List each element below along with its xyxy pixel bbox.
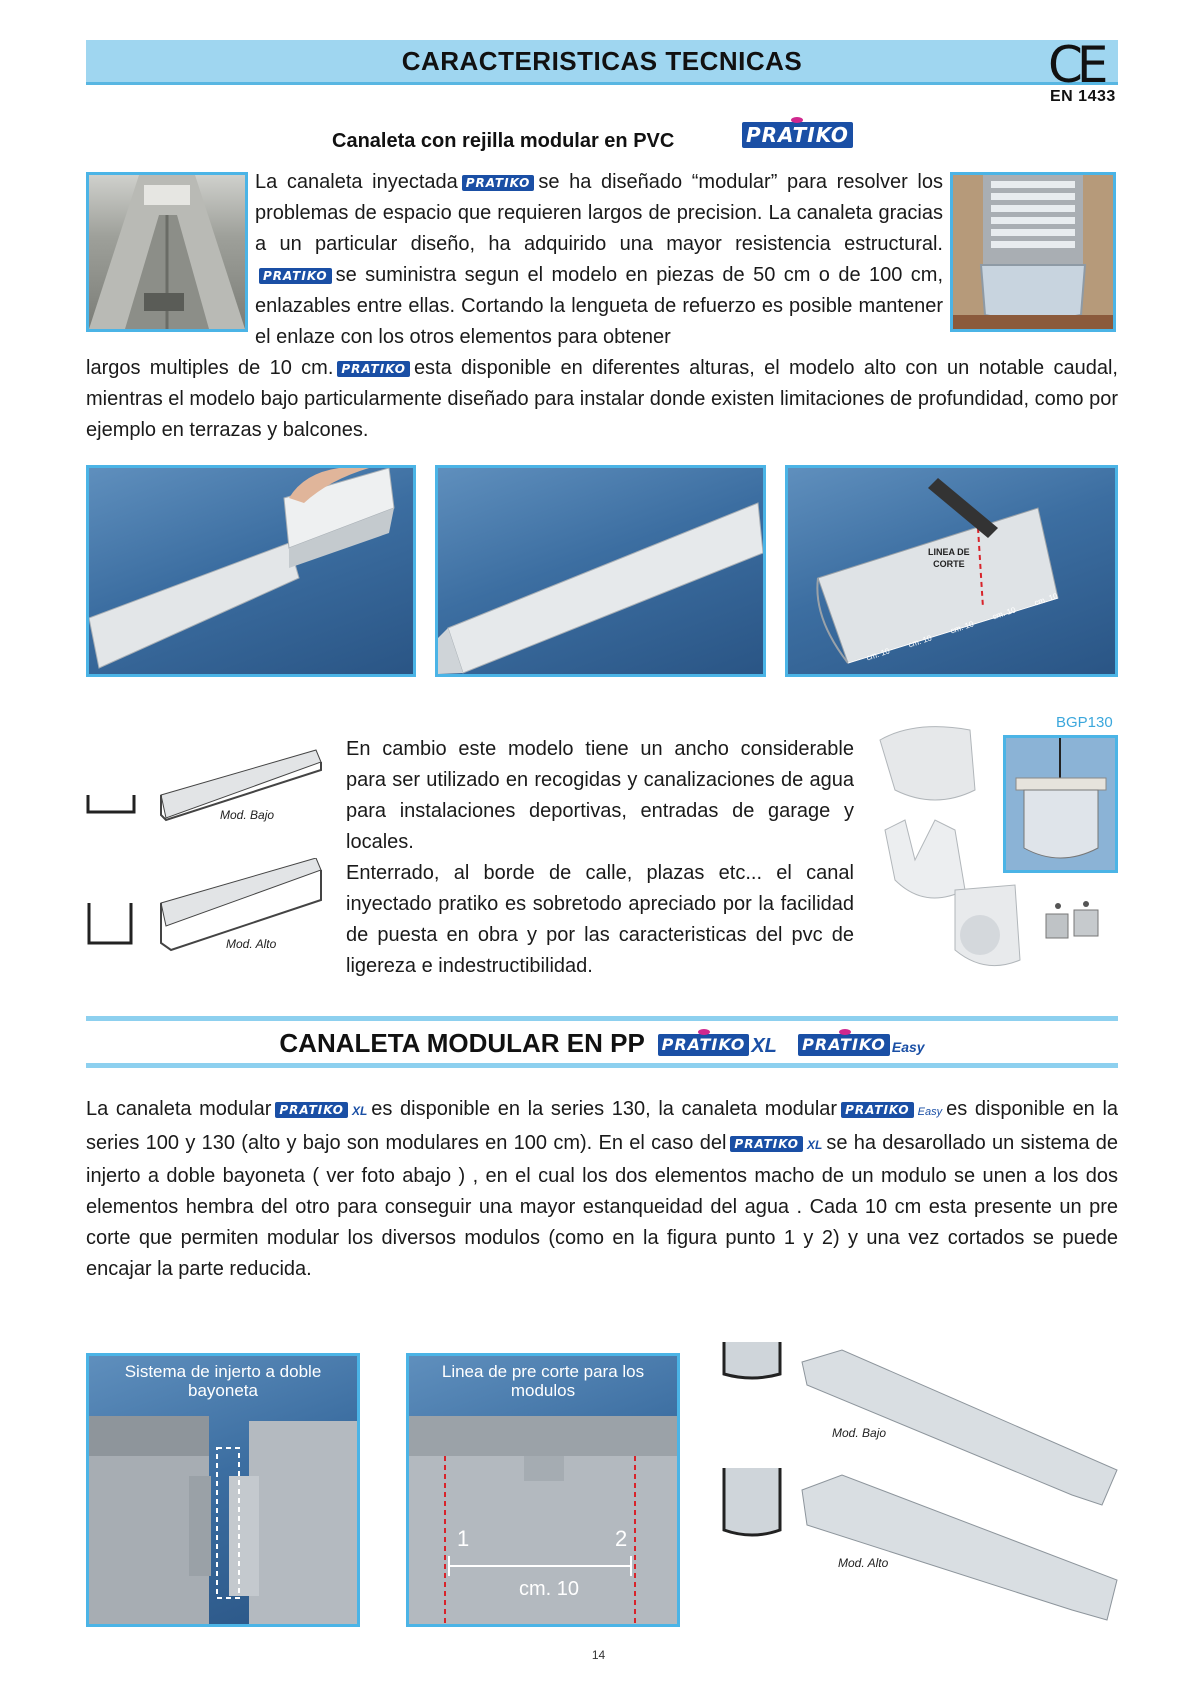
logo-text: PRATIKO xyxy=(263,268,328,283)
cut-line-label: LINEA DE CORTE xyxy=(928,547,970,569)
section2-bottom-rule xyxy=(86,1063,1118,1068)
logo-dot-icon xyxy=(791,117,803,123)
section1-subtitle: Canaleta con rejilla modular en PVC xyxy=(332,130,675,152)
s2-text-b: es disponible en la series 130, la canaleta modular xyxy=(371,1098,838,1120)
intro-text-b: se ha diseñado “modular” para resolver los problemas de espacio que requieren largos de precision. La canaleta gracias a un particular diseño, ha adquirido una mayor resistencia estructural. xyxy=(255,171,943,255)
xl-suffix: XL xyxy=(751,1035,777,1057)
page-title: CARACTERISTICAS TECNICAS xyxy=(401,46,803,76)
pratiko-easy-inline-logo xyxy=(841,1102,914,1118)
pratiko-inline-logo xyxy=(462,175,535,191)
intro-text-a: La canaleta inyectada xyxy=(255,171,458,193)
precut-caption: Linea de pre corte para los modulos xyxy=(441,1362,645,1400)
mod-alto-drawing xyxy=(86,858,326,958)
intro-text-d: largos multiples de 10 cm. xyxy=(86,357,334,379)
point-2-label: 2 xyxy=(615,1526,628,1551)
pratiko-logo xyxy=(742,122,853,148)
bayonet-caption: Sistema de injerto a doble bayoneta xyxy=(124,1362,322,1400)
logo-text: PRATIKO xyxy=(661,1035,746,1055)
logo-text: PRATIKO xyxy=(341,361,406,376)
wide-model-paragraph xyxy=(346,734,854,982)
mod-bajo-label: Mod. Bajo xyxy=(220,808,275,822)
measure-label: cm. 10 xyxy=(519,1578,580,1600)
pp-mod-alto-label: Mod. Alto xyxy=(838,1556,889,1570)
grate-image xyxy=(953,175,1113,329)
bgp130-image xyxy=(1006,738,1115,870)
mod-alto-label: Mod. Alto xyxy=(226,937,277,951)
cut-line-image xyxy=(788,468,1115,674)
pp-models-drawing xyxy=(722,1340,1122,1630)
ce-mark: CE xyxy=(1048,36,1103,94)
channel-long-image xyxy=(438,468,763,674)
logo-text: PRATIKO xyxy=(845,1102,910,1117)
intro-paragraph xyxy=(255,167,943,353)
pratiko-xl-inline-logo xyxy=(730,1136,803,1152)
tunnel-photo xyxy=(86,172,248,332)
logo-text: PRATIKO xyxy=(802,1035,886,1055)
buried-channel-text: Enterrado, al borde de calle, plazas etc... el canal inyectado pratiko es sobretodo apreciado por la facilidad de puesta en obra y por las caracteristicas del pvc de ligereza e indestructibilidad. xyxy=(346,862,854,977)
xl-suffix: XL xyxy=(351,1104,368,1118)
section2-header xyxy=(86,1016,1118,1068)
logo-text: PRATIKO xyxy=(279,1102,344,1117)
easy-suffix: Easy xyxy=(917,1106,943,1118)
logo-dot-icon xyxy=(839,1029,851,1035)
clips-drawing xyxy=(1044,898,1104,942)
channel-long-photo xyxy=(435,465,766,677)
pratiko-inline-logo xyxy=(259,268,332,284)
point-1-label: 1 xyxy=(457,1526,470,1551)
section2-title-text: CANALETA MODULAR EN PP xyxy=(279,1028,645,1058)
grate-photo xyxy=(950,172,1116,332)
pratiko-xl-inline-logo xyxy=(275,1102,348,1118)
pratiko-easy-logo xyxy=(798,1034,890,1056)
precut-photo xyxy=(406,1353,680,1627)
s2-text-c: es disponible en la series 100 y 130 (alto y bajo son modulares en 100 cm). En el caso del xyxy=(86,1098,1119,1154)
logo-text: PRATIKO xyxy=(465,175,531,190)
pratiko-xl-logo xyxy=(658,1034,750,1056)
intro-paragraph-cont xyxy=(86,353,1118,446)
channel-assembly-photo xyxy=(86,465,416,677)
section2-title xyxy=(86,1028,1118,1059)
easy-suffix: Easy xyxy=(891,1039,925,1055)
bayonet-photo xyxy=(86,1353,360,1627)
xl-suffix: XL xyxy=(806,1138,823,1152)
norm-label: EN 1433 xyxy=(1050,88,1116,105)
wide-model-text: En cambio este modelo tiene un ancho considerable para ser utilizado en recogidas y canalizaciones de agua para instalaciones deportivas, entradas de garage y locales. xyxy=(346,738,854,853)
section2-top-rule xyxy=(86,1016,1118,1021)
cut-line-photo xyxy=(785,465,1118,677)
tick-label: cm. 10 xyxy=(991,605,1017,622)
tick-label: cm. 10 xyxy=(949,619,975,636)
section2-paragraph xyxy=(86,1094,1118,1285)
bayonet-image xyxy=(89,1356,357,1624)
header-banner xyxy=(86,40,1118,85)
tick-label: cm. 10 xyxy=(907,633,933,650)
tunnel-image xyxy=(89,175,245,329)
tick-label: cm. 10 xyxy=(865,646,891,663)
intro-text-e: esta disponible en diferentes alturas, el modelo alto con un notable caudal, mientras el modelo bajo particularmente diseñado para instalar donde existen limitaciones de profundidad, como por ejemplo en terrazas y balcones. xyxy=(86,357,1118,441)
pp-mod-bajo-label: Mod. Bajo xyxy=(832,1426,887,1440)
logo-text: PRATIKO xyxy=(746,123,849,147)
pratiko-inline-logo xyxy=(337,361,410,377)
bgp130-photo xyxy=(1003,735,1118,873)
bgp130-label: BGP130 xyxy=(1056,714,1113,731)
logo-text: PRATIKO xyxy=(734,1136,799,1151)
s2-text-d: se ha desarollado un sistema de injerto a doble bayoneta ( ver foto abajo ) , en el cual los dos elementos macho de un modulo se unen a los dos elementos hembra del otro para conseguir una mayor estanqueidad del agua . Cada 10 cm esta presente un pre corte que permiten modular los diversos modulos (como en la figura punto 1 y 2) y una vez cortados se puede encajar la parte reducida. xyxy=(86,1132,1118,1280)
mod-bajo-drawing xyxy=(86,740,326,830)
tick-label: cm. 10 xyxy=(1033,591,1059,608)
s2-text-a: La canaleta modular xyxy=(86,1098,272,1120)
intro-text-c: se suministra segun el modelo en piezas de 50 cm o de 100 cm, enlazables entre ellas. Cortando la lengueta de refuerzo es posible mantener el enlaze con los otros elementos para obtener xyxy=(255,264,943,348)
page-number: 14 xyxy=(591,1648,606,1662)
channel-assembly-image xyxy=(89,468,413,674)
